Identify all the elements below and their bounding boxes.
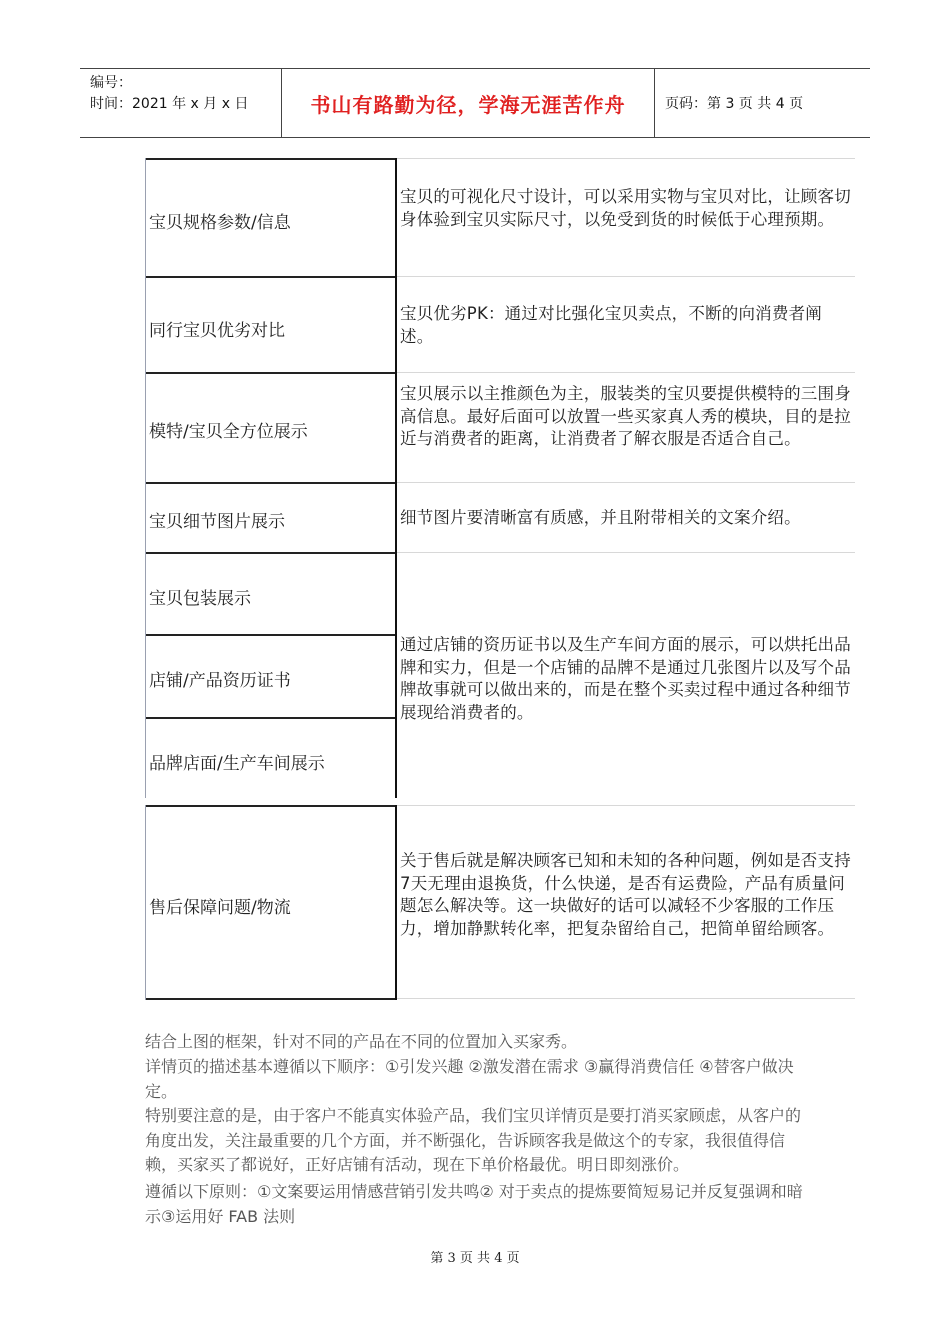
table-left-border: [145, 158, 146, 798]
row-desc-model: 宝贝展示以主推颜色为主，服装类的宝贝要提供模特的三围身高信息。最好后面可以放置一些买家真人秀的模块，目的是拉近与消费者的距离，让消费者了解衣服是否适合自己。: [400, 384, 851, 448]
header-motto: 书山有路勤为径，学海无涯苦作舟: [310, 93, 626, 117]
page-footer: 第 3 页 共 4 页: [430, 1251, 520, 1266]
header-page-code: 页码：第 3 页 共 4 页: [665, 96, 804, 112]
paragraph-buyer-show: 结合上图的框架，针对不同的产品在不同的位置加入买家秀。: [145, 1032, 578, 1051]
document-number-label: 编号：: [90, 75, 132, 91]
row-label-factory: 品牌店面/生产车间展示: [149, 754, 325, 774]
row-desc-spec: 宝贝的可视化尺寸设计，可以采用实物与宝贝对比，让顾客切身体验到宝贝实际尺寸，以免受到货的时候低于心理预期。: [400, 187, 851, 229]
row-label-model: 模特/宝贝全方位展示: [149, 422, 308, 442]
paragraph-principles: 遵循以下原则：①文案要运用情感营销引发共鸣② 对于卖点的提炼要简短易记并反复强调和暗示③运用好 FAB 法则: [145, 1182, 803, 1226]
header-separator: [654, 69, 655, 137]
row-desc-brand-merged: 通过店铺的资历证书以及生产车间方面的展示，可以烘托出品牌和实力，但是一个店铺的品牌不是通过几张图片以及写个品牌故事就可以做出来的，而是在整个买卖过程中通过各种细节展现给消费者的。: [400, 635, 851, 722]
table-left-border: [145, 805, 146, 1000]
column-divider: [395, 805, 397, 1000]
row-desc-compare: 宝贝优劣PK：通过对比强化宝贝卖点，不断的向消费者阐述。: [400, 304, 822, 346]
page-header: [80, 68, 870, 138]
header-meta: [90, 73, 248, 115]
row-desc-detail: 细节图片要清晰富有质感，并且附带相关的文案介绍。: [400, 508, 801, 527]
paragraph-order: 详情页的描述基本遵循以下顺序：①引发兴趣 ②激发潜在需求 ③赢得消费信任 ④替客户做决定。: [145, 1057, 794, 1101]
row-label-compare: 同行宝贝优劣对比: [149, 321, 285, 341]
row-label-packaging: 宝贝包装展示: [149, 589, 251, 609]
row-label-spec: 宝贝规格参数/信息: [149, 213, 291, 233]
row-label-detail: 宝贝细节图片展示: [149, 512, 285, 532]
column-divider: [395, 158, 397, 798]
paragraph-attention: 特别要注意的是，由于客户不能真实体验产品，我们宝贝详情页是要打消买家顾虑，从客户的角度出发，关注最重要的几个方面，并不断强化，告诉顾客我是做这个的专家，我很值得信赖，买家买了都说好，正好店铺有活动，现在下单价格最优。明日即刻涨价。: [145, 1106, 802, 1174]
row-label-aftersales: 售后保障问题/物流: [149, 898, 291, 918]
row-label-certificate: 店铺/产品资历证书: [149, 671, 291, 691]
row-desc-aftersales: 关于售后就是解决顾客已知和未知的各种问题，例如是否支持7天无理由退换货，什么快递，是否有运费险，产品有质量问题怎么解决等。这一块做好的话可以减轻不少客服的工作压力，增加静默转化率，把复杂留给自己，把简单留给顾客。: [400, 851, 851, 938]
document-date: 时间：2021 年 x 月 x 日: [90, 96, 249, 112]
